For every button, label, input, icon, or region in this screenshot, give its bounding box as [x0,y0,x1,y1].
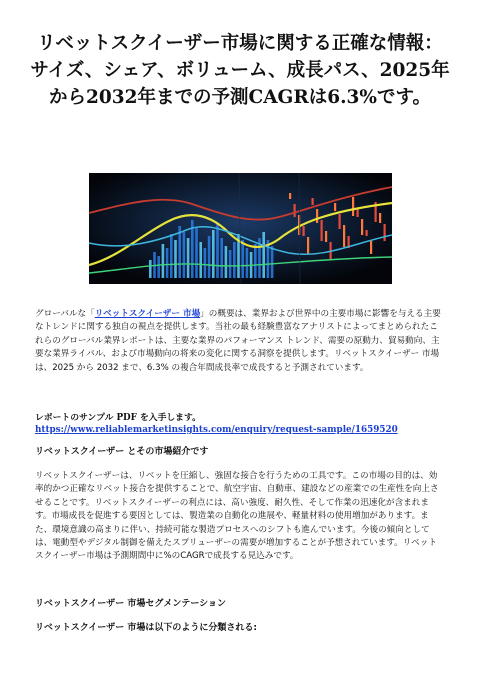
chart-graphic [89,173,392,284]
intro-after-link: 」の概要は、業界および世界中の主要市場に影響を与える主要なトレンドに関する独自の視点を提供します。当社の最も経験豊富なアナリストによってまとめられたこれらのグローバル業界レポートは、主要な業界のパフォーマンス トレンド、需要の原動力、貿易動向、主要な業界ライバル、および市場動向の将来の変化に関する洞察を提供します。リベットスクイーザー 市場は、2025 から 2032 まで、6.3% の複合年間成長率で成長すると予測されています。 [35,309,441,373]
classification-heading: リベットスクイーザー 市場は以下のように分類される: [35,623,258,633]
intro-paragraph [35,308,445,375]
page-title: リベットスクイーザー市場に関する正確な情報：サイズ、シェア、ボリューム、成長パス、2025年から2032年までの予測CAGRは6.3%です。 [30,33,450,108]
sample-pdf-link[interactable]: https://www.reliablemarketinsights.com/enquiry/request-sample/1659520 [35,425,398,435]
sample-pdf-label: レポートのサンプル PDF を入手します。 [35,413,201,423]
market-link[interactable]: リベットスクイーザー 市場 [94,309,201,319]
segmentation-heading: リベットスクイーザー 市場セグメンテーション [35,599,226,609]
section-intro-paragraph: リベットスクイーザーは、リベットを圧縮し、強固な接合を行うための工具です。この市場の目的は、効率的かつ正確なリベット接合を提供することで、航空宇宙、自動車、建設などの産業での生産性を向上させることです。リベットスクイーザーの利点には、高い強度、耐久性、そして作業の迅速化が含まれます。市場成長を促進する要因としては、製造業の自動化の進展や、軽量材料の使用増加があります。また、環境意識の高まりに伴い、持続可能な製造プロセスへのシフトも進んでいます。今後の傾向としては、電動型やデジタル制御を備えたスプリューザーの需要が増加することが予想されています。リベットスクイーザー市場は予測期間中に%のCAGRで成長する見込みです。 [35,471,439,562]
stock-chart-image [89,173,392,284]
intro-before-link: グローバルな「 [35,309,95,319]
section-intro-heading: リベットスクイーザー とその市場紹介です [35,447,209,457]
